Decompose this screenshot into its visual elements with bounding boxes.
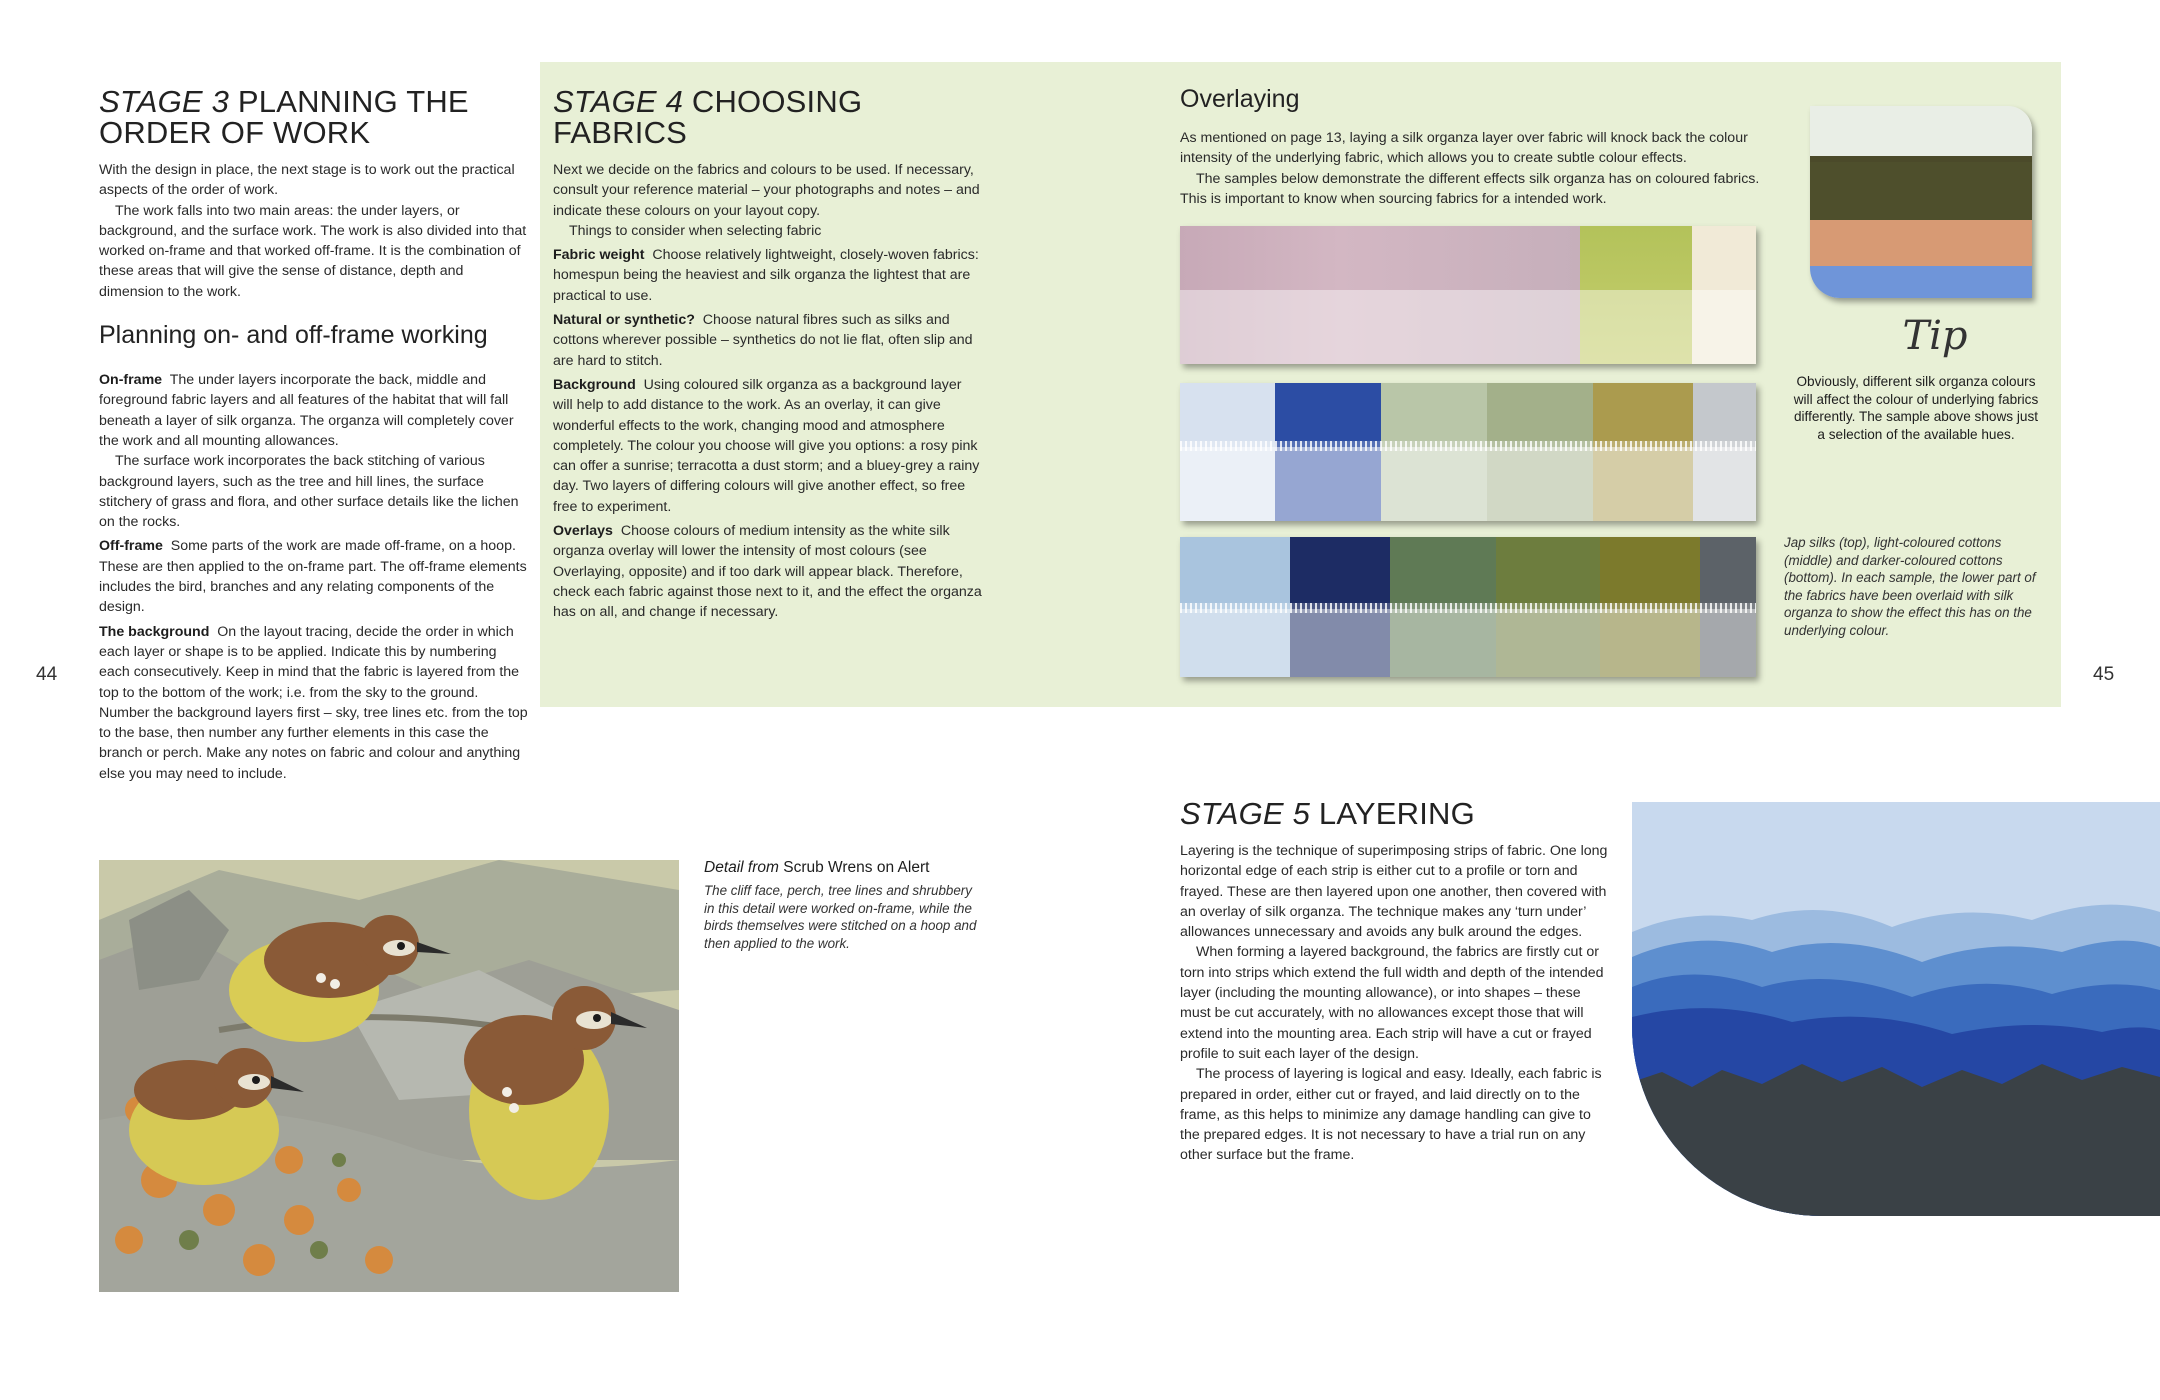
offframe-paragraph bbox=[99, 536, 529, 617]
stage3-title-line2: ORDER OF WORK bbox=[99, 115, 371, 150]
weight-text: Choose relatively lightweight, closely-woven fabrics: homespun being the heaviest and silk organza the lightest that are practical to use. bbox=[553, 247, 979, 304]
stage4-title: CHOOSING FABRICS bbox=[553, 84, 863, 150]
detail-caption-prefix: Detail from bbox=[704, 859, 779, 876]
overlaying-caption: Jap silks (top), light-coloured cottons (middle) and darker-coloured cottons (bottom). In each sample, the lower part of the fabrics have been overlaid with silk organza to show the effect this has on the underlying colour. bbox=[1784, 535, 2036, 638]
background-text: On the layout tracing, decide the order in which each layer or shape is to be applied. Indicate this by numbering each consecutively. Keep in mind that the fabric is layered from the top to the bottom of the work; i.e. from the sky to the ground. Number the background layers first – sky, tree lines etc. from the top to the base, then number any further elements in this case the branch or perch. Make any notes on fabric and colour and anything else you may need to include. bbox=[99, 623, 528, 782]
overlaying-column bbox=[1180, 84, 1765, 209]
onframe-p2: The surface work incorporates the back stitching of various background layers, such as the tree and hill lines, the surface stitchery of grass and flora, and other surface details like the lichen on the rocks. bbox=[99, 453, 519, 531]
detail-caption bbox=[704, 858, 984, 952]
stage3-p2: The work falls into two main areas: the under layers, or background, and the surface work. The work is also divided into that worked on-frame and that worked off-frame. It is the combination of these areas that will give the sense of distance, depth and dimension to the work. bbox=[99, 202, 527, 300]
onframe-label: On-frame bbox=[99, 372, 163, 389]
bg-label: Background bbox=[553, 376, 636, 393]
offframe-text: Some parts of the work are made off-frame, on a hoop. These are then applied to the on-frame part. The off-frame elements includes the bird, branches and any relating components of the design. bbox=[99, 538, 527, 616]
background-label: The background bbox=[99, 623, 210, 640]
tip-heading: Tip bbox=[1902, 313, 1968, 359]
organza-overlay-2 bbox=[1180, 447, 1756, 521]
stage5-p1: Layering is the technique of superimposing strips of fabric. One long horizontal edge of each strip is either cut to a profile or torn and frayed. These are then layered upon one another, then covered with an overlay of silk organza. The technique makes any ‘turn under’ allowances unnecessary and avoids any bulk around the edges. bbox=[1180, 843, 1608, 941]
bg-text: Using coloured silk organza as a background layer will help to add distance to the work. As an overlay, it can give wonderful effects to the work, changing mood and atmosphere completely. The colour you choose will give you options: a rosy pink can offer a sunrise; terracotta a dust storm; and a bluey-grey a rainy day. Two layers of differing colours will give another effect, so free free to experiment. bbox=[553, 376, 980, 515]
stage5-p3: The process of layering is logical and easy. Ideally, each fabric is prepared in order, either cut or frayed, and laid directly on to the frame, as this helps to minimize any damage handling can give to the prepared edges. It is not necessary to have a trial run on any other surface but the frame. bbox=[1180, 1066, 1602, 1164]
stage4-column bbox=[553, 86, 983, 623]
tip-text: Obviously, different silk organza colours will affect the colour of underlying fabrics differently. The sample above shows just a selection of the available hues. bbox=[1793, 374, 2039, 442]
detail-caption-text: The cliff face, perch, tree lines and shrubbery in this detail were worked on-frame, while the birds themselves were stitched on a hoop and then applied to the work. bbox=[704, 883, 977, 951]
natural-paragraph bbox=[553, 310, 983, 371]
stage5-title: LAYERING bbox=[1318, 796, 1475, 831]
overlays-label: Overlays bbox=[553, 523, 613, 540]
stage5-p2: When forming a layered background, the fabrics are firstly cut or torn into strips which extend the full width and depth of the intended layer (including the mounting allowance), or into shapes – these must be cut accurately, with no allowances except those that will extend into the mounting area. Each strip will have a cut or frayed profile to suit each layer of the design. bbox=[1180, 944, 1604, 1062]
weight-paragraph bbox=[553, 245, 983, 306]
stage4-intro: Next we decide on the fabrics and colours to be used. If necessary, consult your reference material – your photographs and notes – and indicate these colours on your layout copy. bbox=[553, 162, 980, 219]
background-paragraph bbox=[99, 622, 529, 784]
stage4-heading bbox=[553, 86, 983, 148]
layered-hills-illustration bbox=[1632, 802, 2160, 1216]
layered-landscape-image bbox=[1632, 802, 2160, 1216]
bg-paragraph bbox=[553, 375, 983, 517]
stage5-column bbox=[1180, 798, 1608, 1166]
weight-label: Fabric weight bbox=[553, 247, 645, 264]
stage3-column bbox=[99, 86, 529, 784]
onframe-text: The under layers incorporate the back, middle and foreground fabric layers and all features of the habitat that will fall beneath a layer of silk organza. The organza will completely cover the work and all mounting allowances. bbox=[99, 372, 514, 449]
overlaying-title: Overlaying bbox=[1180, 85, 1300, 113]
scrub-wrens-detail-image bbox=[99, 860, 679, 1292]
stage3-title-line1: PLANNING THE bbox=[237, 84, 469, 119]
onframe-paragraph bbox=[99, 370, 529, 451]
stage5-label: STAGE 5 bbox=[1180, 796, 1311, 831]
scrub-wrens-illustration bbox=[99, 860, 679, 1292]
fabric-sample-light-cottons bbox=[1180, 383, 1756, 521]
stage4-label: STAGE 4 bbox=[553, 84, 684, 119]
fabric-sample-dark-cottons bbox=[1180, 537, 1756, 677]
overlaying-p2: The samples below demonstrate the different effects silk organza has on coloured fabrics. This is important to know when sourcing fabrics for a intended work. bbox=[1180, 170, 1760, 207]
page-number-right: 45 bbox=[2093, 664, 2115, 685]
stage3-heading bbox=[99, 86, 529, 148]
organza-colours-photo bbox=[1810, 106, 2032, 298]
overlays-paragraph bbox=[553, 521, 983, 622]
organza-overlay-3 bbox=[1180, 609, 1756, 677]
natural-text: Choose natural fibres such as silks and cottons wherever possible – synthetics do not lie flat, often slip and are hard to stitch. bbox=[553, 312, 973, 369]
stage3-subheading: Planning on- and off-frame working bbox=[99, 321, 488, 350]
detail-caption-work: Scrub Wrens on Alert bbox=[783, 859, 930, 876]
offframe-label: Off-frame bbox=[99, 538, 163, 555]
overlaying-p1: As mentioned on page 13, laying a silk organza layer over fabric will knock back the colour intensity of the underlying fabric, which allows you to create subtle colour effects. bbox=[1180, 130, 1748, 167]
overlays-text: Choose colours of medium intensity as the white silk organza overlay will lower the intensity of most colours (see Overlaying, opposite) and if too dark will appear black. Therefore, check each fabric against those next to it, and the effect the organza has on all, and change if necessary. bbox=[553, 523, 982, 621]
stage4-intro2: Things to consider when selecting fabric bbox=[569, 222, 822, 239]
stage3-label: STAGE 3 bbox=[99, 84, 230, 119]
fabric-sample-silks bbox=[1180, 226, 1756, 364]
page-number-left: 44 bbox=[36, 664, 58, 685]
detail-caption-heading bbox=[704, 858, 984, 878]
stage3-intro: With the design in place, the next stage is to work out the practical aspects of the order of work. bbox=[99, 162, 515, 199]
natural-label: Natural or synthetic? bbox=[553, 312, 695, 329]
stage5-heading bbox=[1180, 798, 1608, 829]
organza-overlay-1 bbox=[1180, 290, 1756, 364]
